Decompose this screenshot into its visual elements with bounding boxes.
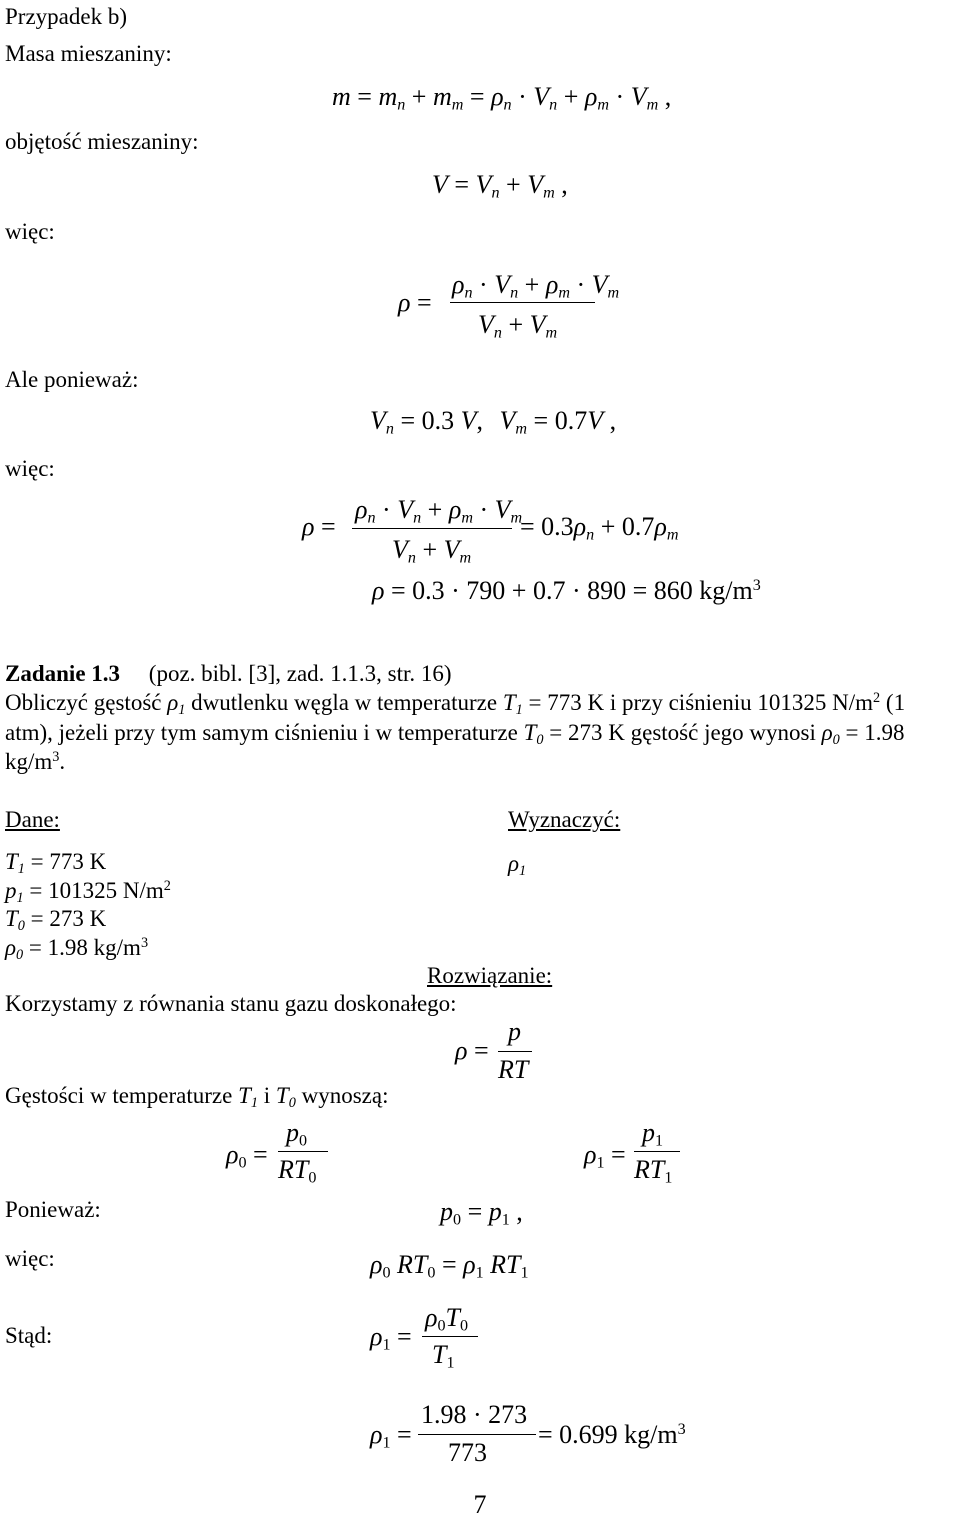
so-label-3: więc:	[5, 1246, 55, 1271]
mass-equation: $m = m_n + m_m = \rho_n \cdot V_n + \rho_m \cdot V_m$ ,	[332, 82, 672, 114]
rho1-formula-numerator: $\rho_0T_0$	[425, 1303, 469, 1335]
ideal-gas-denominator: RT	[498, 1055, 529, 1084]
case-heading: Przypadek b)	[5, 4, 127, 29]
rho1-result: $\rho_1$ =	[370, 1420, 412, 1452]
solution-header: Rozwiązanie:	[427, 963, 553, 988]
but-since-label: Ale ponieważ:	[5, 367, 139, 392]
ideal-gas-numerator: p	[508, 1017, 521, 1046]
rho2-result: = $0.3\rho_n + 0.7\rho_m$	[520, 512, 679, 544]
fraction-line	[418, 1434, 536, 1435]
find-item: $\rho_1$	[508, 851, 527, 879]
rho0-equation: $\rho_0$ =	[226, 1140, 268, 1172]
so-label-2: więc:	[5, 456, 55, 481]
given-header: Dane:	[5, 807, 60, 832]
task-text-line2: atm), jeżeli przy tym samym ciśnieniu i w temperaturze $T_0 = 273$ K gęstość jego wynosi $\rho_0 = 1.98$	[5, 720, 905, 748]
fraction-line	[352, 528, 512, 529]
rho-equation: ρ =	[398, 288, 432, 317]
volume-equation: $V = V_n + V_m$ ,	[432, 170, 568, 202]
given-item: $\rho_0 = 1.98$ $kg/m^3$	[5, 935, 149, 963]
task-title: Zadanie 1.3 (poz. bibl. [3], zad. 1.1.3, str. 16)	[5, 661, 452, 686]
rho-numeric-result: ρ = 0.3 · 790 + 0.7 · 890 = 860 $kg/m^3$	[372, 576, 761, 605]
rho1-result-numerator: 1.98 · 273	[421, 1400, 528, 1429]
rho1-result-denominator: 773	[448, 1438, 487, 1467]
fraction-line	[278, 1151, 328, 1152]
fraction-line	[422, 1336, 478, 1337]
given-item: $p_1 = 101325$ $N/m^2$	[5, 878, 171, 906]
fraction-line	[450, 302, 595, 303]
page-number: 7	[473, 1490, 487, 1519]
rho2-denominator: $V_n + V_m$	[392, 535, 472, 567]
rho1-equation: $\rho_1$ =	[584, 1140, 626, 1172]
rho1-formula-denominator: $T_1$	[432, 1340, 455, 1372]
combined-equation: $\rho_0$ $RT_0 = \rho_1$ $RT_1$	[370, 1250, 529, 1282]
rho0-numerator: $p_0$	[286, 1118, 308, 1150]
ideal-gas-equation: ρ =	[455, 1036, 489, 1065]
ideal-gas-label: Korzystamy z równania stanu gazu doskonałego:	[5, 991, 457, 1016]
rho2-numerator: $\rho_n \cdot V_n + \rho_m \cdot V_m$	[355, 495, 523, 527]
rho0-denominator: $RT_0$	[278, 1155, 317, 1187]
rho1-denominator: $RT_1$	[634, 1155, 673, 1187]
rho-numerator: $\rho_n \cdot V_n + \rho_m \cdot V_m$	[452, 270, 620, 302]
mass-label: Masa mieszaniny:	[5, 41, 172, 66]
rho-equation-2: ρ =	[302, 512, 336, 541]
task-text-line3: $kg/m^3$.	[5, 749, 66, 774]
fraction-line	[634, 1151, 680, 1152]
fractions-equation: $V_n = 0.3$ V, $V_m = 0.7V$ ,	[370, 406, 617, 438]
fraction-line	[498, 1051, 532, 1052]
given-item: $T_0 = 273$ K	[5, 906, 107, 934]
pressure-equation: $p_0 = p_1$ ,	[440, 1197, 523, 1229]
rho1-result-value: = 0.699 $kg/m^3$	[538, 1420, 686, 1449]
task-text-line1: Obliczyć gęstość $\rho_1$ dwutlenku węgla w temperaturze $T_1 = 773$ K i przy ciśnieniu 101325 $N/m^2$ (1	[5, 690, 906, 718]
given-item: $T_1 = 773$ K	[5, 849, 107, 877]
densities-label: Gęstości w temperaturze $T_1$ i $T_0$ wynoszą:	[5, 1083, 389, 1111]
rho1-formula: $\rho_1$ =	[370, 1322, 412, 1354]
rho1-numerator: $p_1$	[642, 1118, 664, 1150]
since-label: Ponieważ:	[5, 1197, 101, 1222]
rho-denominator: $V_n + V_m$	[478, 310, 558, 342]
so-label-1: więc:	[5, 219, 55, 244]
volume-label: objętość mieszaniny:	[5, 129, 199, 154]
hence-label: Stąd:	[5, 1323, 53, 1348]
find-header: Wyznaczyć:	[508, 807, 621, 832]
